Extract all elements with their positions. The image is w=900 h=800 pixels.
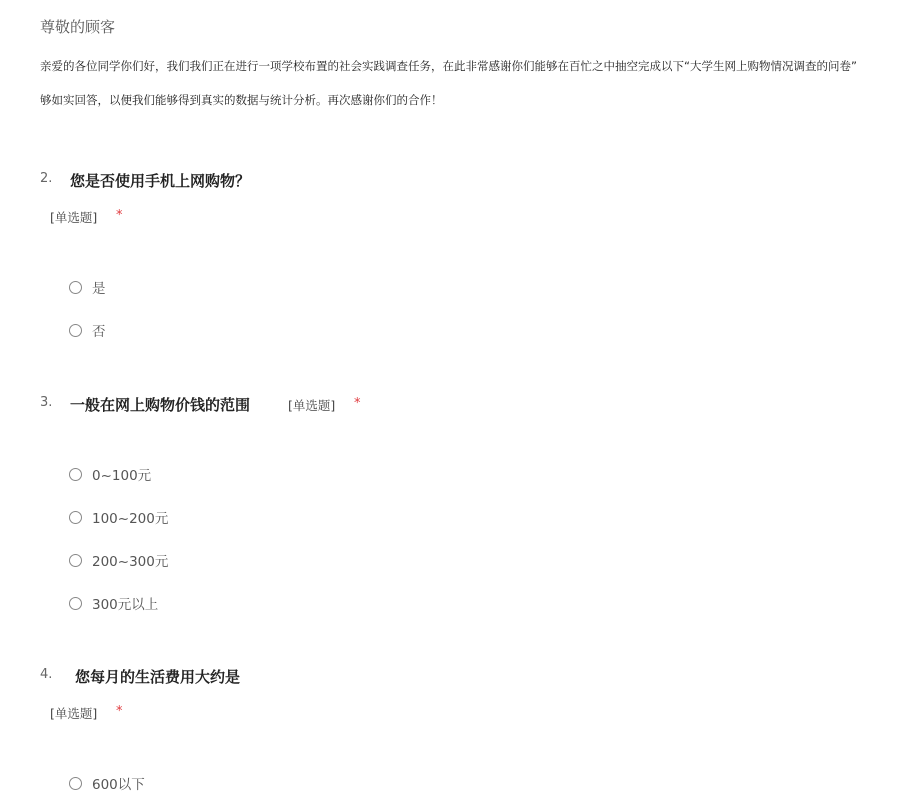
option-label: 是 <box>92 281 106 297</box>
question-2-title: 您是否使用手机上网购物？ <box>70 172 251 190</box>
survey-greeting: 尊敬的顾客 <box>40 18 116 36</box>
question-4-required-mark: * <box>116 704 123 719</box>
question-3-option-200-300[interactable] <box>69 550 168 570</box>
question-3-title: 一般在网上购物价钱的范围 <box>70 396 251 414</box>
question-3-number: 3. <box>40 395 53 410</box>
survey-intro-line-2: 够如实回答，以便我们能够得到真实的数据与统计分析。再次感谢你们的合作！ <box>40 93 443 107</box>
option-label: 否 <box>92 324 106 340</box>
question-2-option-no[interactable] <box>69 320 106 340</box>
question-3-required-mark: * <box>354 396 361 411</box>
option-label: 0~100元 <box>92 468 152 484</box>
question-2-number: 2. <box>40 171 53 186</box>
question-2-option-yes[interactable] <box>69 277 106 297</box>
option-label: 200~300元 <box>92 554 169 570</box>
question-4-title: 您每月的生活费用大约是 <box>75 668 241 686</box>
question-4-number: 4. <box>40 667 53 682</box>
option-label: 600以下 <box>92 777 145 793</box>
question-3-option-300-plus[interactable] <box>69 593 158 613</box>
radio-unchecked-icon[interactable] <box>69 511 82 524</box>
radio-unchecked-icon[interactable] <box>69 554 82 567</box>
question-4-type-label: [单选题] <box>50 706 98 721</box>
question-3-option-0-100[interactable] <box>69 464 151 484</box>
radio-unchecked-icon[interactable] <box>69 281 82 294</box>
radio-unchecked-icon[interactable] <box>69 777 82 790</box>
question-2-type-label: [单选题] <box>50 210 98 225</box>
option-label: 300元以上 <box>92 597 159 613</box>
question-2-required-mark: * <box>116 208 123 223</box>
radio-unchecked-icon[interactable] <box>69 468 82 481</box>
option-label: 100~200元 <box>92 511 169 527</box>
question-3-type-label: [单选题] <box>288 398 336 413</box>
radio-unchecked-icon[interactable] <box>69 597 82 610</box>
question-4-option-under-600[interactable] <box>69 773 145 793</box>
question-3-option-100-200[interactable] <box>69 507 168 527</box>
survey-intro-line-1: 亲爱的各位同学你们好，我们我们正在进行一项学校布置的社会实践调查任务，在此非常感谢你们能够在百忙之中抽空完成以下“大学生网上购物情况调查的问卷” <box>40 59 857 73</box>
radio-unchecked-icon[interactable] <box>69 324 82 337</box>
